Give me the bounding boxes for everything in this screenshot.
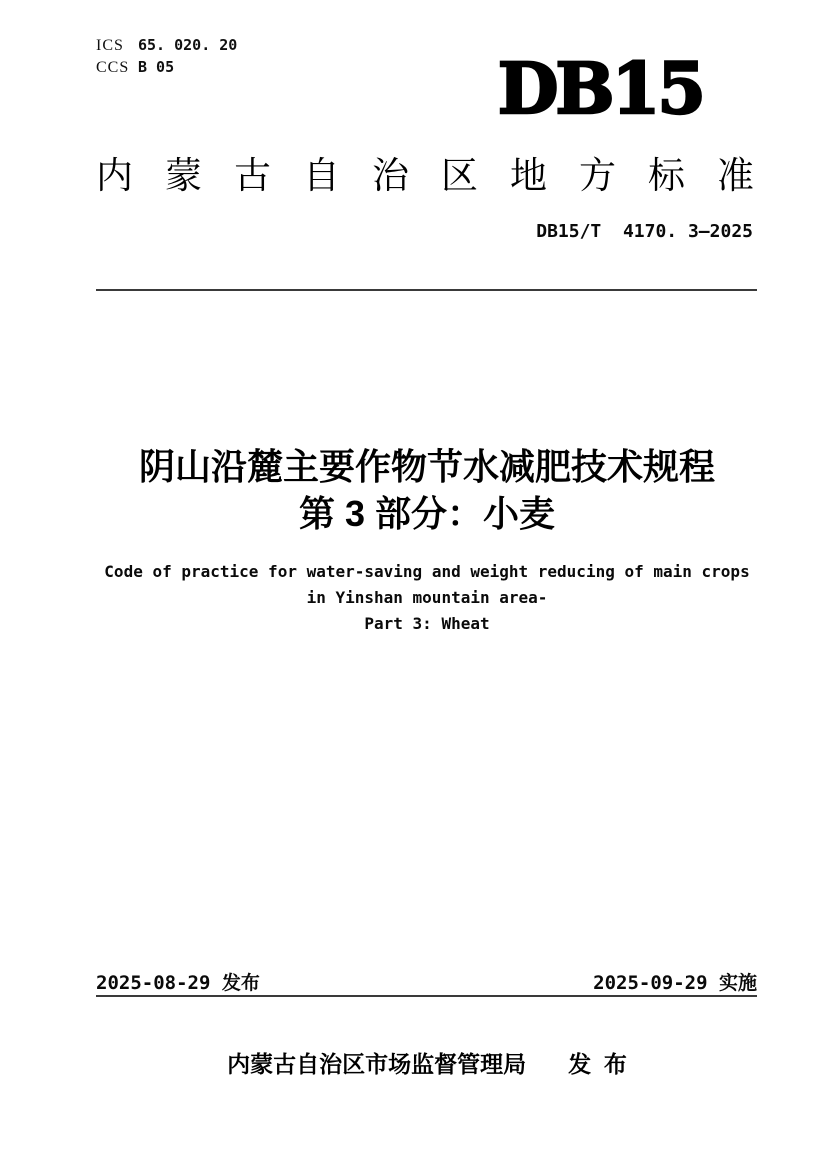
ics-label: ICS bbox=[96, 37, 124, 54]
ics-value: 65. 020. 20 bbox=[138, 36, 238, 54]
ccs-label: CCS bbox=[96, 59, 130, 76]
publisher-name: 内蒙古自治区市场监督管理局 bbox=[227, 1051, 527, 1077]
dates-row bbox=[96, 968, 757, 995]
english-title-line2: in Yinshan mountain area- bbox=[306, 588, 548, 607]
standard-number: DB15/T 4170. 3—2025 bbox=[536, 221, 753, 242]
db15-logo: DB15 bbox=[497, 47, 703, 130]
document-title-line1: 阴山沿麓主要作物节水减肥技术规程 bbox=[138, 446, 715, 487]
document-title-line2: 第 3 部分：小麦 bbox=[298, 493, 556, 534]
ccs-value: B 05 bbox=[138, 58, 175, 76]
classification-codes bbox=[96, 36, 237, 80]
english-title-line3: Part 3: Wheat bbox=[364, 614, 490, 633]
document-title bbox=[77, 443, 777, 537]
footer-divider-rule bbox=[96, 995, 757, 997]
implement-date: 2025-09-29 实施 bbox=[593, 972, 757, 994]
ics-code-row bbox=[96, 36, 237, 58]
english-title bbox=[77, 559, 777, 637]
ccs-code-row bbox=[96, 58, 237, 80]
english-title-line1: Code of practice for water-saving and weight reducing of main crops bbox=[104, 562, 750, 581]
region-standard-title: 内蒙古自治区地方标准 bbox=[96, 155, 786, 196]
header-divider-rule bbox=[96, 289, 757, 291]
publish-action-label: 发 布 bbox=[568, 1051, 627, 1077]
issue-date: 2025-08-29 发布 bbox=[96, 972, 260, 994]
publisher-row bbox=[77, 1046, 777, 1079]
